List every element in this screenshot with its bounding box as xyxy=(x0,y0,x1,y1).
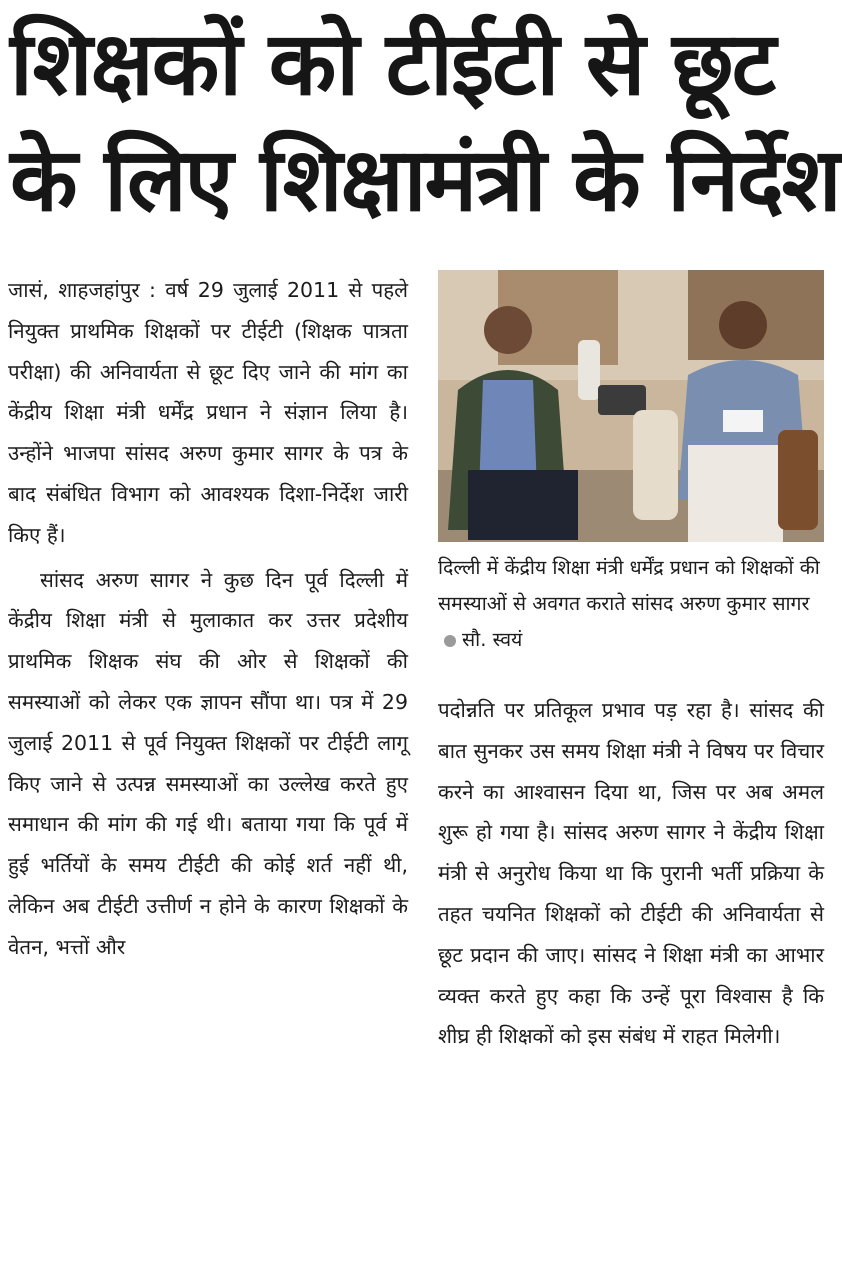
right-column xyxy=(438,690,824,1057)
headline xyxy=(10,6,840,238)
article-paragraph-1: जासं, शाहजहांपुर : वर्ष 29 जुलाई 2011 से पहले नियुक्त प्राथमिक शिक्षकों पर टीईटी (शिक्षक पात्रता परीक्षा) की अनिवार्यता से छूट दिए जाने की मांग का केंद्रीय शिक्षा मंत्री धर्मेंद्र प्रधान ने संज्ञान लिया है। उन्होंने भाजपा सांसद अरुण कुमार सागर के पत्र के बाद संबंधित विभाग को आवश्यक दिशा-निर्देश जारी किए हैं। xyxy=(8,278,408,547)
article-paragraph-2: सांसद अरुण सागर ने कुछ दिन पूर्व दिल्ली में केंद्रीय शिक्षा मंत्री से मुलाकात कर उत्तर प्रदेशीय प्राथमिक शिक्षक संघ की ओर से शिक्षकों की समस्याओं को लेकर एक ज्ञापन सौंपा था। पत्र में 29 जुलाई 2011 से पूर्व नियुक्त शिक्षकों पर टीईटी लागू किए जाने से उत्पन्न समस्याओं का उल्लेख करते हुए समाधान की मांग की गई थी। बताया गया कि पूर्व में हुई भर्तियों के समय टीईटी की कोई शर्त नहीं थी, लेकिन अब टीईटी उत्तीर्ण न होने के कारण शिक्षकों के वेतन, भत्तों और xyxy=(8,567,408,959)
photo-caption xyxy=(438,550,828,658)
caption-text: दिल्ली में केंद्रीय शिक्षा मंत्री धर्मेंद्र प्रधान को शिक्षकों की समस्याओं से अवगत कराते सांसद अरुण कुमार सागर xyxy=(438,556,820,615)
article-paragraph-3: पदोन्नति पर प्रतिकूल प्रभाव पड़ रहा है। सांसद की बात सुनकर उस समय शिक्षा मंत्री ने विषय पर विचार करने का आश्वासन दिया था, जिस पर अब अमल शुरू हो गया है। सांसद अरुण सागर ने केंद्रीय शिक्षा मंत्री से अनुरोध किया था कि पुरानी भर्ती प्रक्रिया के तहत चयनित शिक्षकों को टीईटी की अनिवार्यता से छूट प्रदान की जाए। सांसद ने शिक्षा मंत्री का आभार व्यक्त करते हुए कहा कि उन्हें पूरा विश्वास है कि शीघ्र ही शिक्षकों को इस संबंध में राहत मिलेगी। xyxy=(438,698,824,1049)
photo-credit: सौ. स्वयं xyxy=(462,628,523,651)
news-photo xyxy=(438,270,824,542)
headline-line-2: के लिए शिक्षामंत्री के निर्देश xyxy=(10,128,840,231)
photo-illustration xyxy=(438,270,824,542)
left-column xyxy=(8,270,408,968)
credit-bullet-icon xyxy=(444,635,456,647)
headline-line-1: शिक्षकों को टीईटी से छूट xyxy=(10,12,775,115)
